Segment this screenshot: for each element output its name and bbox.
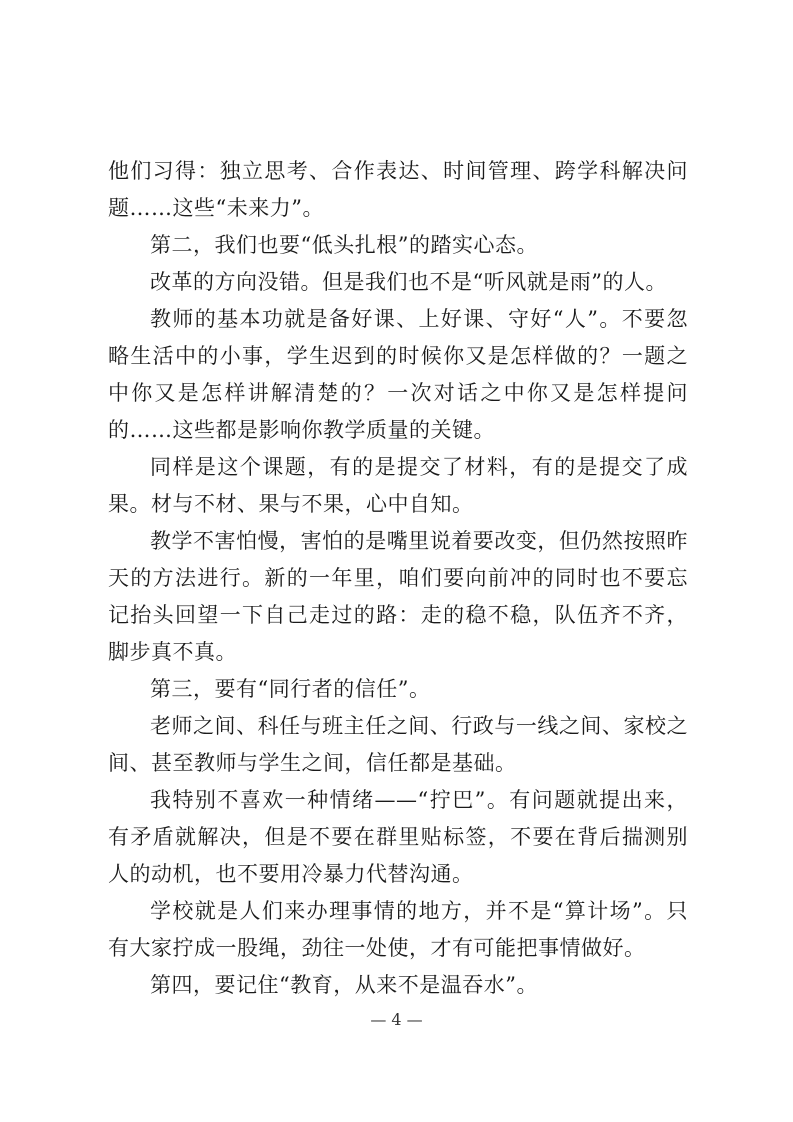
section-heading-second: 第二，我们也要“低头扎根”的踏实心态。	[150, 233, 538, 257]
paragraph: 同样是这个课题，有的是提交了材料，有的是提交了成果。材与不材、果与不果，心中自知。	[108, 455, 688, 516]
paragraph-continuation: 他们习得：独立思考、合作表达、时间管理、跨学科解决问题……这些“未来力”。	[108, 159, 688, 220]
section-heading-third: 第三，要有“同行者的信任”。	[150, 677, 431, 701]
paragraph: 教师的基本功就是备好课、上好课、守好“人”。不要忽略生活中的小事，学生迟到的时候你又是怎样做的？一题之中你又是怎样讲解清楚的？一次对话之中你又是怎样提问的……这些都是影响你教学质量的关键。	[108, 307, 688, 442]
paragraph: 老师之间、科任与班主任之间、行政与一线之间、家校之间、甚至教师与学生之间，信任都是基础。	[108, 714, 688, 775]
paragraph: 教学不害怕慢，害怕的是嘴里说着要改变，但仍然按照昨天的方法进行。新的一年里，咱们要向前冲的同时也不要忘记抬头回望一下自己走过的路：走的稳不稳，队伍齐不齐，脚步真不真。	[108, 529, 688, 664]
paragraph: 学校就是人们来办理事情的地方，并不是“算计场”。只有大家拧成一股绳，劲往一处使，才有可能把事情做好。	[108, 899, 688, 960]
paragraph: 改革的方向没错。但是我们也不是“听风就是雨”的人。	[150, 270, 667, 294]
page-number: — 4 —	[370, 1010, 423, 1029]
paragraph: 我特别不喜欢一种情绪——“拧巴”。有问题就提出来，有矛盾就解决，但是不要在群里贴标签，不要在背后揣测别人的动机，也不要用冷暴力代替沟通。	[108, 788, 688, 886]
body-text	[108, 153, 688, 1004]
section-heading-fourth: 第四，要记住“教育，从来不是温吞水”。	[150, 973, 538, 997]
